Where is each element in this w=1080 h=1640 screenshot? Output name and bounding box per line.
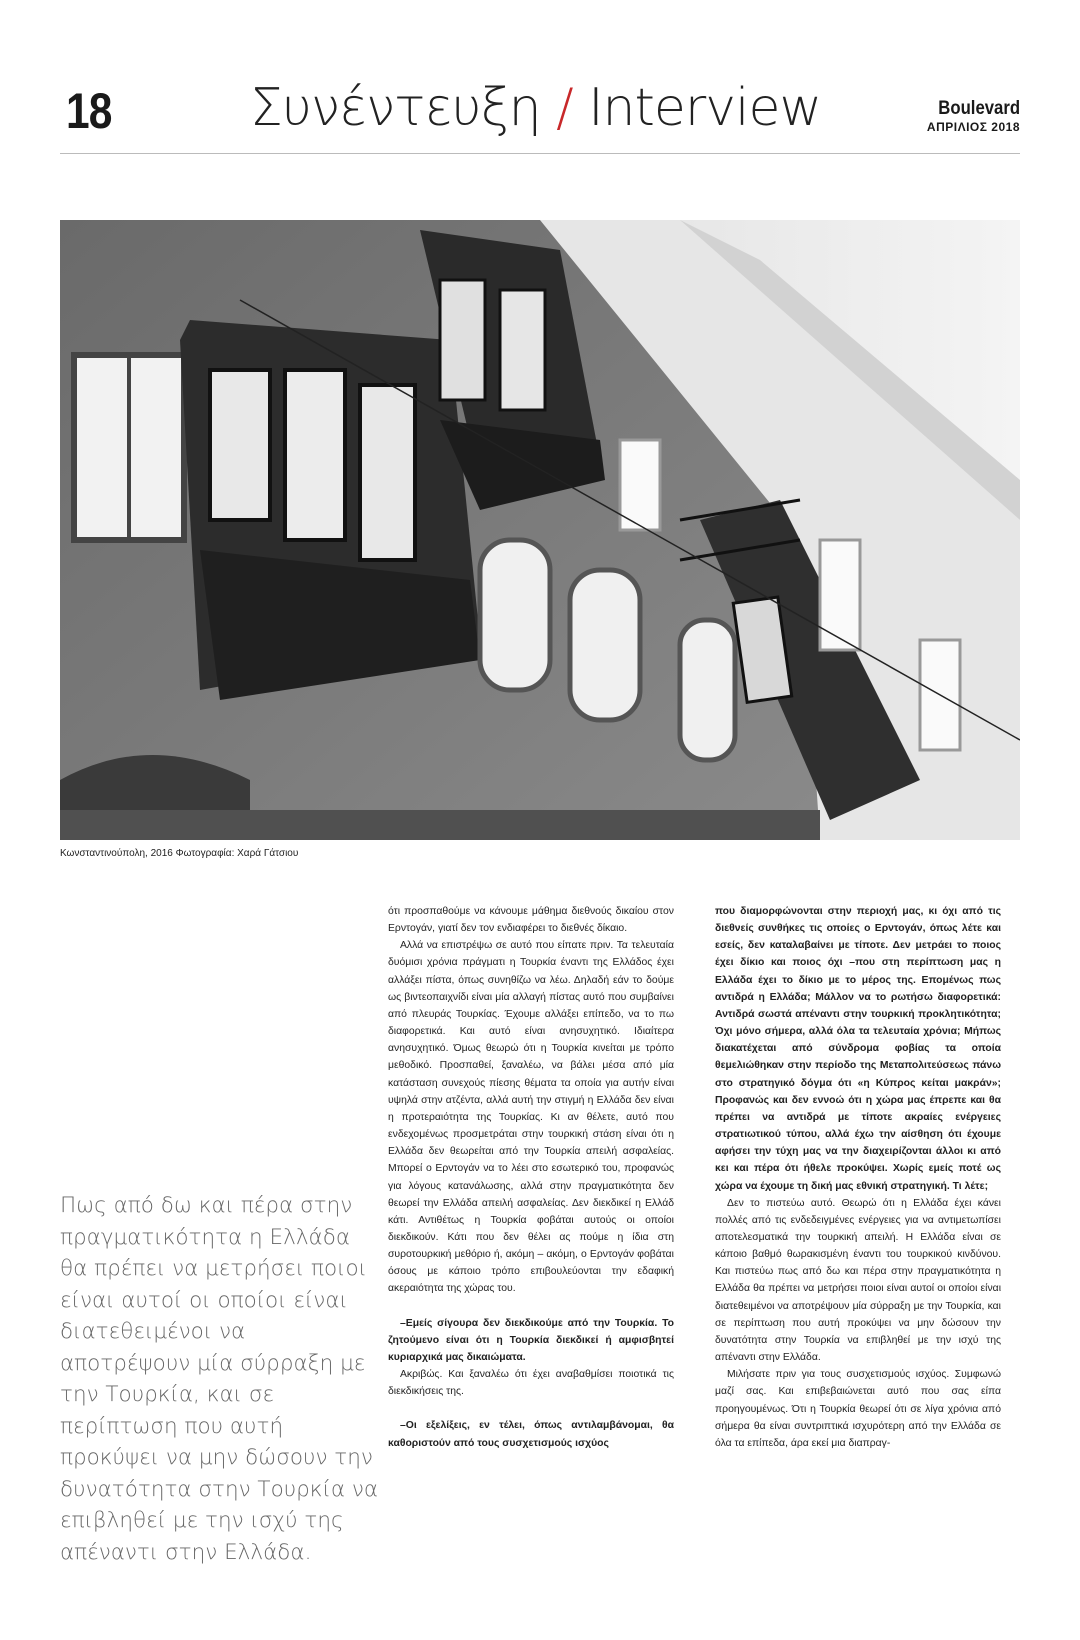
photo-illustration <box>60 220 1020 840</box>
paragraph: Ακριβώς. Και ξαναλέω ότι έχει αναβαθμίσει ποιοτικά τις διεκδικήσεις της. <box>388 1369 674 1398</box>
pull-quote: Πως από δω και πέρα στην πραγματικότητα η Ελλάδα θα πρέπει να μετρήσει ποιοι είναι αυτοί οι οποίοι είναι διατεθειμένοι να αποτρέψουν μία σύρραξη με την Τουρκία, και σε περίπτωση που αυτή προκύψει να μην δώσουν την δυνατότητα στην Τουρκία να επιβληθεί με την ισχύ της απέναντι στην Ελλάδα. <box>60 1193 379 1565</box>
section-title-slash: / <box>556 78 573 138</box>
photo-caption: Κωνσταντινούπολη, 2016 Φωτογραφία: Χαρά Γάτσιου <box>60 848 299 859</box>
paragraph: ότι προσπαθούμε να κάνουμε μάθημα διεθνούς δικαίου στον Ερντογάν, γιατί δεν τον ενδιαφέρει το διεθνές δίκαιο. <box>388 906 674 935</box>
publication-brand <box>927 98 1020 134</box>
brand-name: Boulevard <box>938 98 1020 119</box>
section-title <box>250 78 821 138</box>
section-title-greek: Συνέντευξη <box>250 78 541 138</box>
header-rule <box>60 153 1020 154</box>
page-header <box>60 70 1020 150</box>
article-column-right <box>715 903 1001 1452</box>
building-photo <box>60 220 1020 840</box>
paragraph: Μιλήσατε πριν για τους συσχετισμούς ισχύος. Συμφωνώ μαζί σας. Και επιβεβαιώνεται αυτό που σας είπα προηγουμένως. Ότι η Τουρκία θεωρεί ότι σε λίγα χρόνια από σήμερα θα είναι συντριπτικά ισχυρότερη από την Ελλάδα σε όλα τα επίπεδα, άρα εκεί μια διαπραγ- <box>715 1369 1001 1449</box>
article-column-middle <box>388 903 674 1452</box>
interview-question: –Εμείς σίγουρα δεν διεκδικούμε από την Τουρκία. Το ζητούμενο είναι ότι η Τουρκία διεκδικεί ή αμφισβητεί κυριαρχικά μας δικαιώματα. <box>388 1317 674 1363</box>
paragraph: Αλλά να επιστρέψω σε αυτό που είπατε πριν. Τα τελευταία δυόμισι χρόνια πράγματι η Τουρκία έναντι της Ελλάδος έχει αλλάξει πίστα, όπως συνηθίζω να λέω. Δηλαδή εάν το δούμε ως βιντεοπαιχνίδι είναι μία αλλαγή πίστας αυτό που συμβαίνει από πλευράς Τουρκίας. Έχουμε αλλάξει επίπεδο, να το πω διαφορετικά. Και αυτό είναι ανησυχητικό. Ιδιαίτερα ανησυχητικό. Όμως θεωρώ ότι η Τουρκία κινείται με τρόπο μεθοδικό. Προσπαθεί, ξαναλέω, να βάλει μέσα από μία κατάσταση συνεχούς πίεσης θέματα τα οποία για αυτήν είναι υψηλά στην ατζέντα, αλλά αυτή την στιγμή η Ελλάδα δεν είναι η προτεραιότητα της Τουρκίας. Κι αν θέλετε, αυτό που ενδεχομένως προσμετράται στην τουρκική στάση είναι ότι η Ελλάδα δεν θεωρείται από την Τουρκία απειλή ασφαλείας. Μπορεί ο Ερντογάν να το λέει στο εσωτερικό του, προφανώς για λόγους κατανάλωσης, αλλά στην πραγματικότητα δεν θεωρεί την Ελλάδα απειλή ασφαλείας. Δεν διεκδικεί η Ελλάδ κάτι. Αντιθέτως η Τουρκία φοβάται αυτούς οι οποίοι διεκδικούν. Κάτι που δεν θέλει ας πούμε η ίδια στη συροτουρκική μεθόριο ή, ακόμη – ακόμη, ο Ερντογάν φοβάται όσους με κάποιο τρόπο επιβουλεύονται την εδαφική ακεραιότητα της χώρας του. <box>388 940 674 1295</box>
interview-question-continued: που διαμορφώνονται στην περιοχή μας, κι όχι από τις διεθνείς συνθήκες τις οποίες ο Ερντογάν, όπως λέτε και εσείς, δεν καταλαβαίνει με τίποτε. Δεν μετράει το ποιος έχει δίκιο και ποιος όχι –που στη περίπτωση μας η Ελλάδα έχει το δίκιο με το μέρος της. Επομένως πως αντιδρά η Ελλάδα; Μάλλον να το ρωτήσω διαφορετικά: Αντιδρά σωστά απέναντι στην τουρκική προκλητικότητα; Όχι μόνο σήμερα, αλλά όλα τα τελευταία χρόνια; Μήπως διακατέχεται από σύνδρομα φοβίας τα οποία θεμελιώθηκαν στην περίοδο της Μεταπολιτεύσεως πάνω στο στρατηγικό δόγμα ότι «η Κύπρος κείται μακράν»; Προφανώς και δεν εννοώ ότι η χώρα μας έπρεπε και θα πρέπει να αντιδρά με τίποτε ακραίες ενέργειες στρατιωτικού τύπου, αλλά έχω την αίσθηση ότι έχουμε αφήσει την τύχη μας να την διαχειρίζονται άλλοι κι από κει και πέρα ότι ήθελε προκύψει. Χωρίς εμείς ποτέ ως χώρα να έχουμε τη δική μας εθνική στρατηγική. Τι λέτε; <box>715 906 1001 1192</box>
issue-date: ΑΠΡΙΛΙΟΣ 2018 <box>926 120 1020 134</box>
paragraph: Δεν το πιστεύω αυτό. Θεωρώ ότι η Ελλάδα έχει κάνει πολλές από τις ενδεδειγμένες ενέργειες για να αντιμετωπίσει αποτελεσματικά την τουρκική απειλή. Η Ελλάδα είναι σε κάποιο βαθμό θωρακισμένη έναντι του τουρκικού κινδύνου. Και πιστεύω πως από δω και πέρα στην πραγματικότητα η Ελλάδα θα πρέπει να μετρήσει ποιοι είναι αυτοί οι οποίοι είναι διατεθειμένοι να αποτρέψουν μία σύρραξη με την Τουρκία, και σε περίπτωση που αυτή προκύψει να μην δώσουν την δυνατότητα στην Τουρκία να επιβληθεί με την ισχύ της απέναντι στην Ελλάδα. <box>715 1197 1001 1364</box>
page-number: 18 <box>66 83 112 139</box>
section-title-english: Interview <box>588 78 821 138</box>
interview-question: –Οι εξελίξεις, εν τέλει, όπως αντιλαμβάνομαι, θα καθοριστούν από τους συσχετισμούς ισχύος <box>388 1420 674 1449</box>
